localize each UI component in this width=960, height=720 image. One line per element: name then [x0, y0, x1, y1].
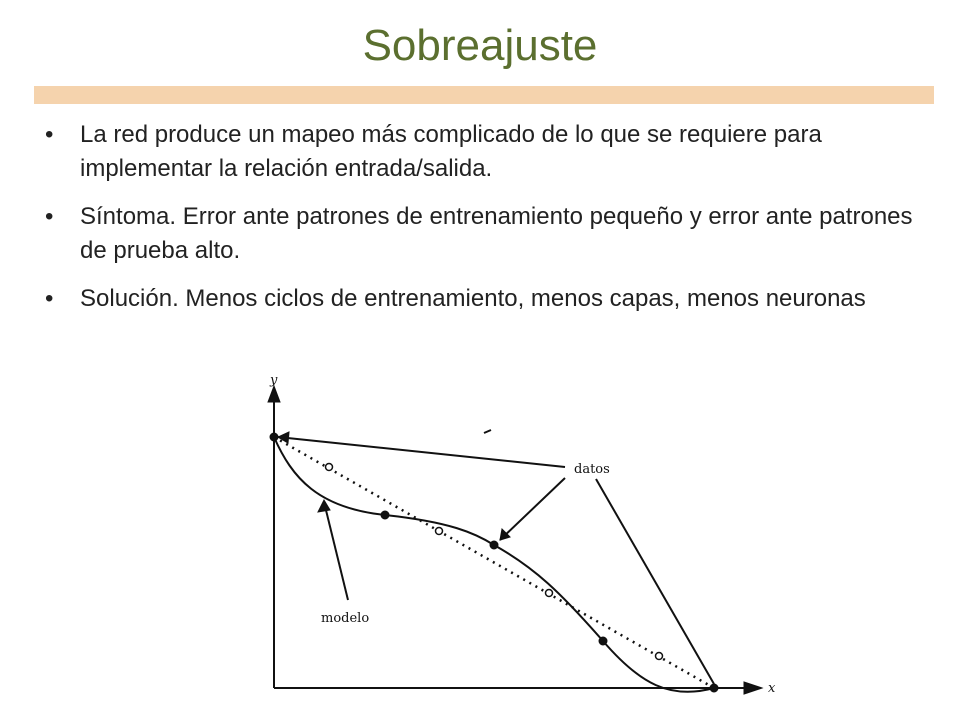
training-point [710, 684, 718, 692]
training-point [270, 433, 278, 441]
bullet-text: Solución. Menos ciclos de entrenamiento, menos capas, menos neuronas [80, 285, 866, 312]
x-axis-label: x [768, 681, 776, 696]
true-relation-line [274, 437, 714, 688]
datos-arrow-line [500, 478, 565, 540]
bullet-icon: • [45, 121, 54, 148]
training-point [490, 541, 498, 549]
modelo-label: modelo [321, 611, 370, 626]
x-axis-arrow [744, 682, 762, 694]
bullet-icon: • [45, 203, 54, 230]
modelo-arrow-head [318, 500, 330, 512]
y-axis-arrow [268, 386, 280, 402]
stray-mark [484, 430, 491, 433]
bullet-text: La red produce un mapeo más complicado de lo que se requiere para implementar la relación entrada/salida. [80, 121, 822, 182]
test-point [546, 590, 553, 597]
y-axis-label: y [270, 373, 278, 388]
training-point [599, 637, 607, 645]
datos-label: datos [574, 462, 610, 477]
bullet-text: Síntoma. Error ante patrones de entrenamiento pequeño y error ante patrones de prueba alto. [80, 203, 913, 264]
slide-title: Sobreajuste [362, 21, 598, 70]
test-point [436, 528, 443, 535]
test-point [326, 464, 333, 471]
test-point [656, 653, 663, 660]
bullet-icon: • [45, 285, 54, 312]
datos-arrow-line [278, 437, 565, 467]
training-point [381, 511, 389, 519]
modelo-arrow-line [324, 502, 348, 600]
